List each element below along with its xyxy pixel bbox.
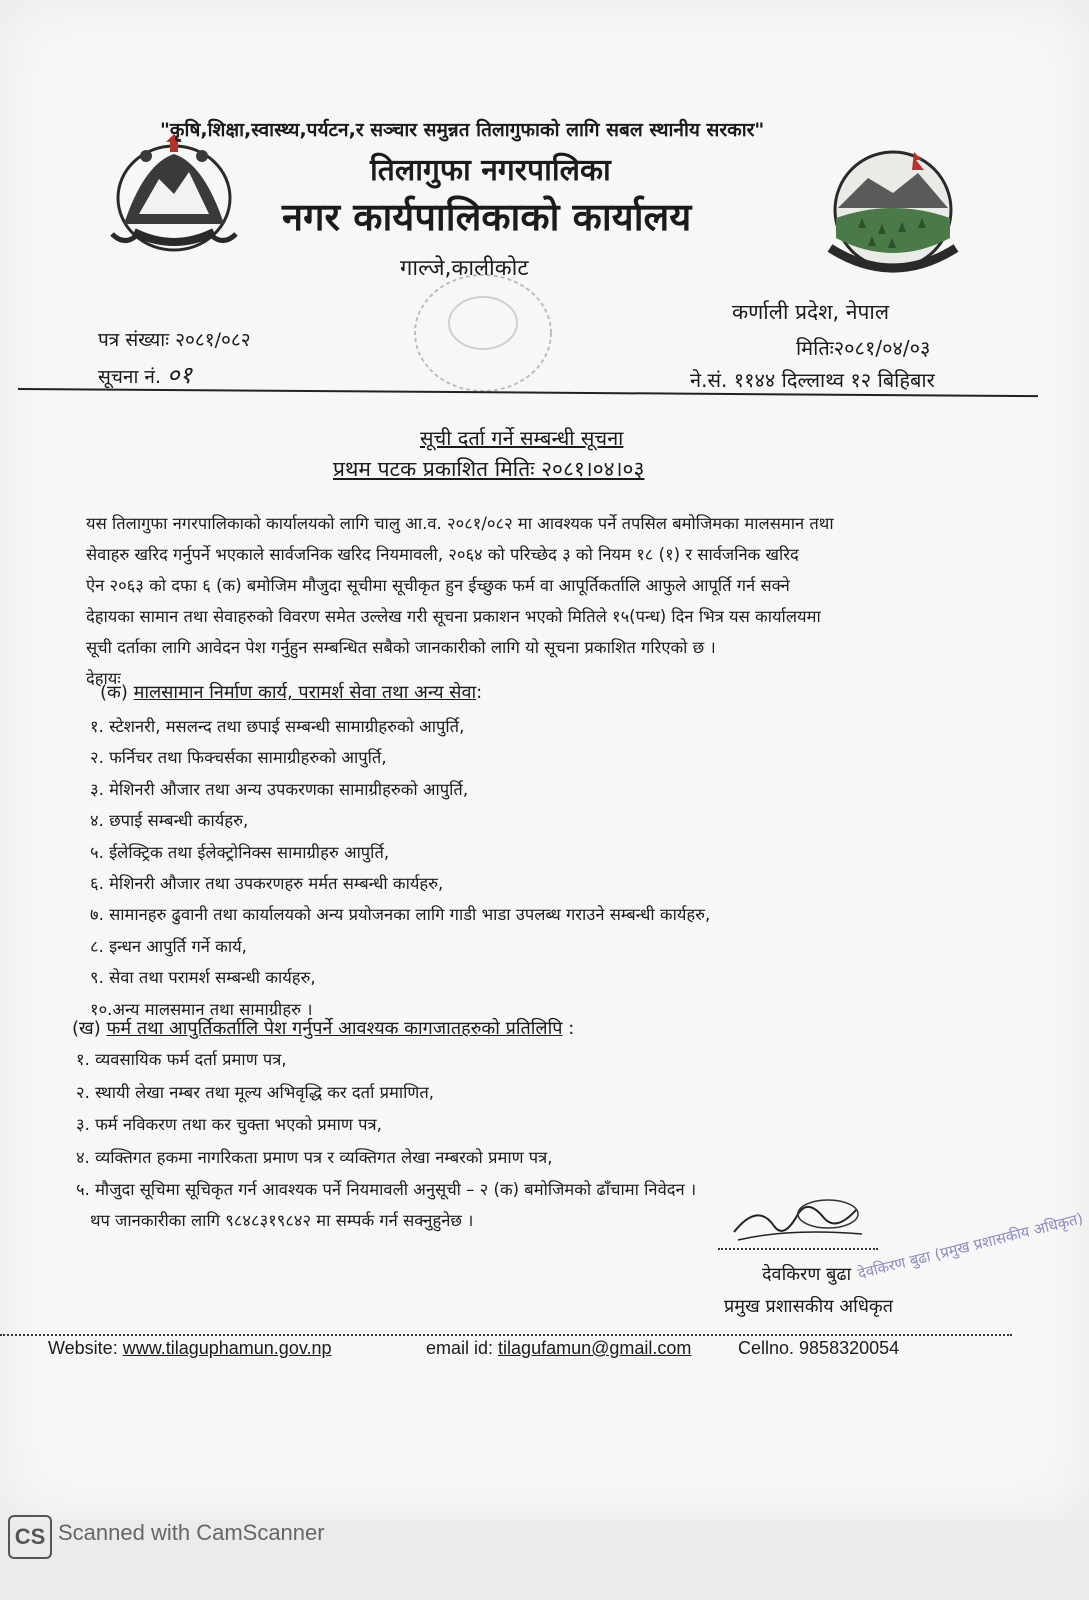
notice-title: सूची दर्ता गर्ने सम्बन्धी सूचना	[420, 426, 624, 450]
contact-info: थप जानकारीका लागि ९८४८३१९८४२ मा सम्पर्क गर्न सक्नुहुनेछ ।	[90, 1211, 474, 1230]
list-item: ८. इन्धन आपुर्ति गर्ने कार्य,	[90, 936, 247, 956]
nepal-sambat-date: ने.सं. ११४४ दिल्लाथ्व १२ बिहिबार	[690, 368, 935, 392]
office-name: नगर कार्यपालिकाको कार्यालय	[282, 195, 692, 239]
list-item: ४. छपाई सम्बन्धी कार्यहरु,	[90, 811, 249, 831]
letter-number: पत्र संख्याः २०८१/०८२	[98, 329, 251, 351]
section-b-prefix: (ख)	[72, 1018, 101, 1039]
body-line: सूची दर्ताका लागि आवेदन पेश गर्नुहुन सम्बन्धित सबैको जानकारीको लागि यो सूचना प्रकाशित गरिएको छ ।	[86, 638, 716, 657]
municipality-logo-icon	[818, 148, 968, 280]
website-link[interactable]: www.tilaguphamun.gov.np	[122, 1338, 332, 1358]
notice-number-label: सूचना नं.	[98, 366, 161, 388]
municipality-name: तिलागुफा नगरपालिका	[370, 153, 611, 188]
body-line: सेवाहरु खरिद गर्नुपर्ने भएकाले सार्वजनिक खरिद नियमावली, २०६४ को परिच्छेद ३ को नियम १८ (१) र सार्वजनिक खरिद	[86, 545, 799, 564]
body-line: यस तिलागुफा नगरपालिकाको कार्यालयको लागि चालु आ.व. २०८१/०८२ मा आवश्यक पर्ने तपसिल बमोजिमका मालसमान तथा	[86, 514, 834, 533]
list-item: ५. मौजुदा सूचिमा सूचिकृत गर्न आवश्यक पर्ने नियमावली अनुसूची – २ (क) बमोजिमको ढाँचामा निवेदन ।	[76, 1180, 697, 1199]
body-line: ऐन २०६३ को दफा ६ (क) बमोजिम मौजुदा सूचीमा सूचीकृत हुन ईच्छुक फर्म वा आपूर्तिकर्तालि आफुले आपूर्ति गर्न सक्ने	[86, 576, 790, 595]
signature-stamp: देवकिरण बुढा (प्रमुख प्रशासकीय अधिकृत)	[855, 1209, 1085, 1283]
first-published-date: प्रथम पटक प्रकाशित मितिः २०८१।०४।०३	[333, 457, 645, 481]
notice-number	[98, 358, 192, 391]
signature-line	[718, 1248, 878, 1250]
list-item: १. व्यवसायिक फर्म दर्ता प्रमाण पत्र,	[76, 1050, 287, 1069]
slogan: "कृषि,शिक्षा,स्वास्थ्य,पर्यटन,र सञ्चार समुन्नत तिलागुफाको लागि सबल स्थानीय सरकार"	[160, 119, 765, 141]
body-line: देहायः	[86, 669, 121, 688]
footer-email	[426, 1338, 691, 1359]
list-item: ९. सेवा तथा परामर्श सम्बन्धी कार्यहरु,	[90, 968, 316, 988]
camscanner-logo-icon: CS	[8, 1515, 52, 1559]
email-label: email id:	[426, 1338, 494, 1358]
signature-icon	[728, 1192, 868, 1250]
list-item: ५. ईलेक्ट्रिक तथा ईलेक्ट्रोनिक्स सामाग्रीहरु आपुर्ति,	[90, 842, 390, 862]
signer-name: देवकिरण बुढा	[762, 1264, 852, 1285]
section-b-heading	[72, 1016, 574, 1040]
notice-body	[86, 508, 986, 694]
signer-title: प्रमुख प्रशासकीय अधिकृत	[724, 1296, 893, 1317]
list-item: १०.अन्य मालसमान तथा सामाग्रीहरु ।	[90, 999, 313, 1019]
list-item: २. स्थायी लेखा नम्बर तथा मूल्य अभिवृद्धि कर दर्ता प्रमाणित,	[76, 1082, 434, 1102]
section-b-title: फर्म तथा आपुर्तिकर्तालि पेश गर्नुपर्ने आवश्यक कागजातहरुको प्रतिलिपि	[106, 1018, 563, 1039]
section-a-suffix: :	[476, 682, 483, 703]
section-a-list	[90, 714, 710, 1028]
section-b-list	[76, 1047, 696, 1210]
nepal-emblem-icon	[104, 134, 244, 260]
list-item: ३. फर्म नविकरण तथा कर चुक्ता भएको प्रमाण पत्र,	[76, 1115, 382, 1134]
list-item: ७. सामानहरु ढुवानी तथा कार्यालयको अन्य प्रयोजनका लागि गाडी भाडा उपलब्ध गराउने सम्बन्धी कार्यहरु,	[90, 905, 711, 925]
footer-divider	[0, 1334, 1012, 1336]
office-stamp-icon	[408, 268, 558, 398]
section-a-heading	[100, 680, 482, 704]
footer-cell: Cellno. 9858320054	[738, 1338, 900, 1358]
website-label: Website:	[48, 1338, 118, 1358]
list-item: ३. मेशिनरी औजार तथा अन्य उपकरणका सामाग्रीहरुको आपुर्ति,	[90, 779, 469, 799]
body-line: देहायका सामान तथा सेवाहरुको विवरण समेत उल्लेख गरी सूचना प्रकाशन भएको मितिले १५(पन्ध) दिन भित्र यस कार्यालयमा	[86, 607, 821, 626]
camscanner-watermark: Scanned with CamScanner	[58, 1520, 325, 1545]
list-item: ४. व्यक्तिगत हकमा नागरिकता प्रमाण पत्र र व्यक्तिगत लेखा नम्बरको प्रमाण पत्र,	[76, 1147, 553, 1167]
section-b-suffix: :	[568, 1018, 575, 1039]
list-item: २. फर्निचर तथा फिक्चर्सका सामाग्रीहरुको आपुर्ति,	[90, 748, 387, 768]
province: कर्णाली प्रदेश, नेपाल	[732, 300, 890, 324]
footer-website	[48, 1338, 332, 1359]
list-item: ६. मेशिनरी औजार तथा उपकरणहरु मर्मत सम्बन्धी कार्यहरु,	[90, 873, 444, 893]
letter-date: मितिः२०८१/०४/०३	[796, 336, 931, 360]
section-a-title: मालसामान निर्माण कार्य, परामर्श सेवा तथा अन्य सेवा	[133, 682, 477, 703]
list-item: १. स्टेशनरी, मसलन्द तथा छपाई सम्बन्धी सामाग्रीहरुको आपुर्ति,	[90, 717, 465, 736]
email-link[interactable]: tilagufamun@gmail.com	[498, 1338, 692, 1358]
notice-number-value: ०१	[167, 361, 192, 389]
section-a-prefix: (क)	[100, 682, 128, 703]
office-address: गाल्जे,कालीकोट	[400, 256, 529, 281]
